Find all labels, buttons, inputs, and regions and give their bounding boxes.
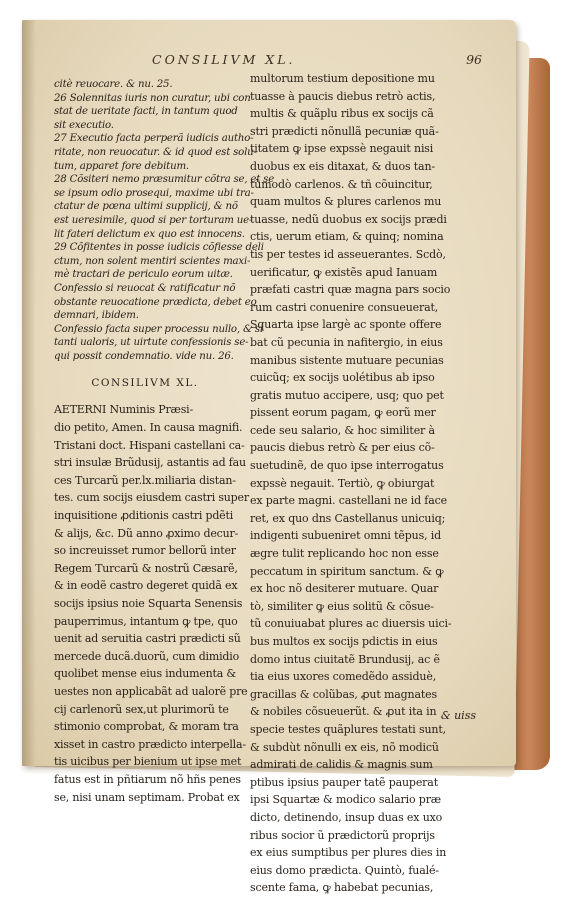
text-line: & alijs, &c. Dũ anno ꝓximo decur-: [54, 526, 239, 540]
text-line: titatem ꝙ ipse expssè negauit nisi: [250, 142, 434, 156]
text-line: cede seu salario, & hoc similiter à: [250, 423, 435, 437]
text-line: lit fateri delictum ex quo est innocens.: [54, 228, 245, 240]
text-line: uenit ad seruitia castri prædicti sũ: [54, 632, 241, 646]
text-line: 28 Cõsiteri nemo præsumitur cõtra se, et se: [54, 174, 275, 186]
consilium-body-left: [54, 401, 249, 806]
text-line: gratis mutuo accipere, usq; quo pet: [250, 388, 444, 402]
text-line: 27 Executio facta perperã iudicis autho-: [54, 133, 254, 145]
text-line: ritate, non reuocatur. & id quod est solu-: [54, 146, 257, 158]
text-line: tuasse à paucis diebus retrò actis,: [250, 89, 436, 103]
right-column: [250, 70, 516, 897]
running-head: CONSILIVM XL.: [152, 52, 296, 67]
text-line: xisset in castro prædicto interpella-: [54, 737, 246, 751]
left-column: [54, 78, 275, 806]
text-line: ipsi Squartæ & modico salario præ: [250, 793, 441, 807]
catchword: & uiss: [440, 709, 476, 722]
text-line: ctum, non solent mentiri scientes maxi-: [54, 255, 251, 267]
text-line: quam multos & plures carlenos mu: [250, 195, 442, 209]
text-line: stimonio comprobat, & moram tra: [54, 720, 239, 734]
text-line: tis per testes id asseuerantes. Scdò,: [250, 247, 446, 261]
text-line: multorum testium depositione mu: [250, 72, 435, 85]
text-line: sit executio.: [54, 119, 114, 131]
text-line: paucis diebus retrò & per eius cõ-: [250, 441, 435, 455]
text-line: ægre tulit replicando hoc non esse: [250, 547, 439, 561]
text-line: admirati de calidis & magnis sum: [250, 758, 433, 772]
text-line: 29 Cõfitentes in posse iudicis cõfiesse deli: [54, 242, 264, 254]
text-line: est ueresimile, quod si per torturam ue-: [54, 214, 253, 226]
text-line: tò, similiter ꝙ eius solitũ & cõsue-: [250, 599, 434, 613]
text-line: quolibet mense eius indumenta &: [54, 667, 237, 681]
page-header: [152, 52, 482, 72]
text-line: tis uicibus per bienium ut ipse met: [54, 755, 242, 769]
text-line: tes. cum socijs eiusdem castri super: [54, 491, 249, 505]
text-line: præfati castri quæ magna pars socio: [250, 283, 451, 297]
consilium-title: CONSILIVM XL.: [91, 377, 199, 390]
text-line: tũmodò carlenos. & tñ cõuincitur,: [250, 177, 433, 191]
text-line: stat de ueritate facti, in tantum quod: [54, 106, 238, 118]
text-line: socijs ipsius noie Squarta Senensis: [54, 597, 243, 610]
text-line: AETERNI Numinis Præsi-: [54, 403, 193, 417]
text-line: gracillas & colũbas, ꝓut magnates: [250, 687, 438, 701]
text-line: citè reuocare. & nu. 25.: [54, 79, 173, 90]
text-line: Squarta ipse largè ac sponte offere: [250, 318, 442, 332]
text-line: Confessio si reuocat & ratificatur nõ: [54, 282, 236, 294]
text-line: expssè negauit. Tertiò, ꝙ obiurgat: [250, 476, 435, 490]
text-line: Confessio facta super processu nullo, & si: [54, 323, 263, 335]
text-line: ctatur de pœna ultimi supplicij, & nõ: [54, 201, 238, 213]
text-line: mercede ducã.duorũ, cum dimidio: [54, 649, 240, 663]
text-line: dio petito, Amen. In causa magnifi.: [54, 421, 243, 435]
text-line: bat cũ pecunia in nafitergio, in eius: [250, 335, 443, 349]
text-line: tum, apparet fore debitum.: [54, 160, 189, 172]
text-line: suetudinẽ, de quo ipse interrogatus: [250, 459, 444, 473]
text-line: ex hoc nõ desiterer mutuare. Quar: [250, 582, 439, 596]
page-gutter-shadow: [22, 20, 36, 766]
text-line: ctis, uerum etiam, & quinq; nomina: [250, 230, 444, 244]
text-line: inquisitione ꝓditionis castri pdẽti: [54, 509, 234, 523]
text-line: peccatum in spiritum sanctum. & ꝙ: [250, 564, 444, 578]
text-line: stri insulæ Brũdusij, astantis ad fau: [54, 456, 246, 470]
text-line: ptibus ipsius pauper tatẽ pauperat: [250, 775, 438, 789]
text-line: Regem Turcarũ & nostrũ Cæsarẽ,: [54, 561, 238, 575]
text-line: qui possit condemnatio. vide nu. 26.: [54, 350, 234, 362]
text-line: pissent eorum pagam, ꝙ eorũ mer: [250, 406, 436, 420]
text-line: Tristani doct. Hispani castellani ca-: [54, 438, 245, 452]
text-line: tia eius uxores comedẽdo assiduè,: [250, 670, 437, 684]
text-line: & in eodẽ castro degeret quidã ex: [54, 579, 238, 593]
text-line: eius domo prædicta. Quintò, fualé-: [250, 863, 439, 877]
text-line: ex parte magni. castellani ne id face: [250, 494, 448, 508]
text-line: multis & quãplu ribus ex socijs cã: [250, 107, 434, 121]
text-line: 26 Solennitas iuris non curatur, ubi con: [54, 92, 251, 104]
text-line: tanti ualoris, ut uirtute confessionis se-: [54, 337, 249, 349]
text-line: rum castri conuenire consueuerat,: [250, 300, 439, 314]
page-number: 96: [466, 52, 482, 67]
book-page: [22, 20, 516, 895]
text-line: stri prædicti nõnullã pecuniæ quã-: [250, 124, 439, 138]
text-line: dicto, detinendo, insup duas ex uxo: [250, 810, 443, 824]
text-line: cuicũq; ex socijs uolétibus ab ipso: [250, 371, 435, 385]
text-line: cij carlenorũ sex,ut plurimorũ te: [54, 702, 229, 716]
text-line: indigenti subueniret omni tẽpus, id: [250, 529, 442, 543]
text-line: se, nisi unam septimam. Probat ex: [54, 790, 240, 804]
text-line: obstante reuocatione prædicta, debet eo: [54, 296, 257, 308]
text-line: ex eius sumptibus per plures dies in: [250, 846, 447, 860]
text-line: specie testes quãplures testati sunt,: [250, 722, 446, 736]
text-line: ces Turcarũ per.lx.miliaria distan-: [54, 473, 236, 487]
text-line: fatus est in pñtiarum nõ hñs penes: [54, 772, 241, 786]
text-line: mè tractari de periculo eorum uitæ.: [54, 269, 233, 281]
text-line: tuasse, nedũ duobus ex socijs prædi: [250, 212, 447, 226]
text-line: demnari, ibidem.: [54, 310, 139, 322]
text-line: domo intus ciuitatẽ Brundusij, ac ẽ: [250, 652, 440, 666]
text-line: pauperrimus, intantum ꝙ tpe, quo: [54, 614, 238, 628]
text-line: & nobiles cõsueuerũt. & ꝓut ita in: [250, 705, 437, 719]
text-line: manibus sistente mutuare pecunias: [250, 353, 444, 367]
text-line: se ipsum odio prosequi, maxime ubi tra-: [54, 187, 254, 199]
text-line: scente fama, ꝙ habebat pecunias,: [250, 881, 434, 895]
text-line: duobus ex eis ditaxat, & duos tan-: [250, 159, 435, 173]
text-line: uerificatur, ꝙ existẽs apud Ianuam: [250, 265, 438, 279]
text-line: & subdùt nõnulli ex eis, nõ modicũ: [250, 740, 439, 754]
text-line: so increuisset rumor bellorũ inter: [54, 544, 236, 558]
summary-notes: [54, 78, 275, 363]
text-line: bus multos ex socijs pdictis in eius: [250, 635, 438, 648]
text-line: ret, ex quo dns Castellanus unicuiq;: [250, 511, 446, 525]
text-line: tũ conuiuabat plures ac diuersis uici-: [250, 617, 452, 631]
text-line: ribus socior ũ prædictorũ proprijs: [250, 828, 435, 842]
text-line: uestes non applicabãt ad ualorẽ pre: [54, 684, 248, 698]
